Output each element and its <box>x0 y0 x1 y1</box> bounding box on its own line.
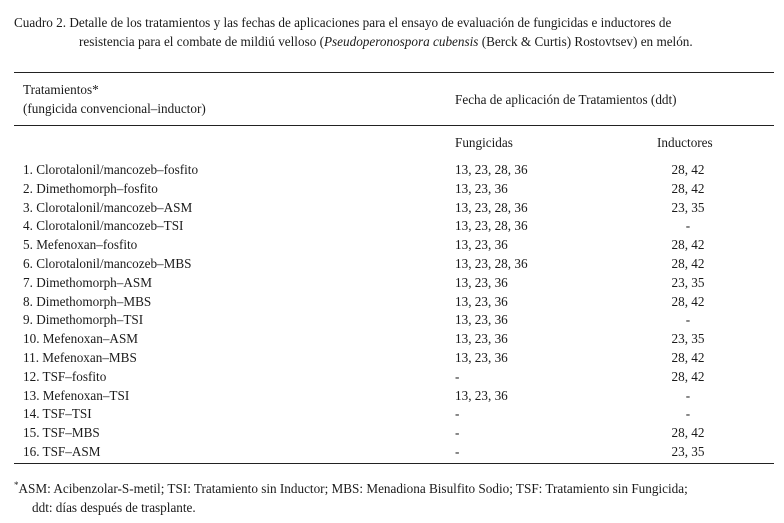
treatment-name: 1. Clorotalonil/mancozeb–fosfito <box>23 162 199 177</box>
treatment-name: 15. TSF–MBS <box>23 425 100 441</box>
inductor-dates: - <box>685 218 691 234</box>
treatment-name: 11. Mefenoxan–MBS <box>23 349 137 365</box>
table-row <box>0 311 784 330</box>
inductor-dates: 23, 35 <box>671 274 705 290</box>
header-treatments <box>23 80 206 118</box>
inductor-dates: 23, 35 <box>671 199 705 215</box>
fungicide-dates: - <box>455 368 460 384</box>
table-footnote <box>14 476 776 517</box>
table-top-rule <box>14 72 774 73</box>
treatment-name: 3. Clorotalonil/mancozeb–ASM <box>23 199 193 215</box>
caption-label: Cuadro 2. <box>14 15 67 30</box>
table-row <box>0 293 784 312</box>
treatment-name: 2. Dimethomorph–fosfito <box>23 180 158 196</box>
table-row <box>0 255 784 274</box>
inductor-dates: 23, 35 <box>671 443 705 459</box>
table-row <box>0 349 784 368</box>
table-body <box>0 161 784 462</box>
treatment-name: 8. Dimethomorph–MBS <box>23 293 152 309</box>
caption-text-line2: resistencia para el combate de mildiú velloso ( <box>79 34 324 49</box>
header-treatments-line2: (fungicida convencional–inductor) <box>23 101 206 116</box>
treatment-name: 6. Clorotalonil/mancozeb–MBS <box>23 255 192 271</box>
table-row <box>0 368 784 387</box>
treatment-name: 5. Mefenoxan–fosfito <box>23 237 138 253</box>
fungicide-dates: 13, 23, 36 <box>455 237 508 253</box>
fungicide-dates: 13, 23, 36 <box>455 349 508 365</box>
table-row <box>0 180 784 199</box>
inductor-dates: 28, 42 <box>671 162 705 177</box>
table-row <box>0 161 784 180</box>
treatment-name: 16. TSF–ASM <box>23 443 101 459</box>
fungicide-dates: 13, 23, 36 <box>455 274 508 290</box>
table-header-rule <box>14 125 774 126</box>
header-treatments-line1: Tratamientos* <box>23 82 99 97</box>
table-caption <box>14 13 776 51</box>
fungicide-dates: - <box>455 406 460 422</box>
fungicide-dates: 13, 23, 36 <box>455 387 508 403</box>
treatment-name: 10. Mefenoxan–ASM <box>23 331 139 347</box>
table-row <box>0 274 784 293</box>
fungicide-dates: - <box>455 425 460 441</box>
caption-text-line1: Detalle de los tratamientos y las fechas de aplicaciones para el ensayo de evaluación de fungicidas e inductores de <box>69 15 672 30</box>
fungicide-dates: 13, 23, 28, 36 <box>455 218 528 234</box>
inductor-dates: 28, 42 <box>671 293 705 309</box>
inductor-dates: - <box>685 387 691 403</box>
fungicide-dates: 13, 23, 28, 36 <box>455 162 528 177</box>
fungicide-dates: 13, 23, 36 <box>455 293 508 309</box>
treatment-name: 14. TSF–TSI <box>23 406 92 422</box>
caption-text-line2-end: (Berck & Curtis) Rostovtsev) en melón. <box>478 34 693 49</box>
fungicide-dates: 13, 23, 36 <box>455 331 508 347</box>
fungicide-dates: 13, 23, 36 <box>455 180 508 196</box>
fungicide-dates: 13, 23, 36 <box>455 312 508 328</box>
inductor-dates: - <box>685 406 691 422</box>
inductor-dates: - <box>685 312 691 328</box>
treatment-name: 13. Mefenoxan–TSI <box>23 387 130 403</box>
treatment-name: 9. Dimethomorph–TSI <box>23 312 144 328</box>
inductor-dates: 28, 42 <box>671 237 705 253</box>
header-inductores: Inductores <box>657 135 713 150</box>
footnote-line1: ASM: Acibenzolar-S-metil; TSI: Tratamiento sin Inductor; MBS: Menadiona Bisulfito Sodio; TSF: Tratamiento sin Fungicida; <box>18 481 688 496</box>
table-row <box>0 443 784 462</box>
treatment-name: 4. Clorotalonil/mancozeb–TSI <box>23 218 184 234</box>
inductor-dates: 28, 42 <box>671 368 705 384</box>
inductor-dates: 28, 42 <box>671 349 705 365</box>
header-fungicidas: Fungicidas <box>455 135 513 150</box>
fungicide-dates: 13, 23, 28, 36 <box>455 199 528 215</box>
table-bottom-rule <box>14 463 774 464</box>
footnote-line2: ddt: días después de trasplante. <box>32 500 196 515</box>
caption-line2 <box>14 32 776 51</box>
inductor-dates: 28, 42 <box>671 180 705 196</box>
header-application-date: Fecha de aplicación de Tratamientos (ddt) <box>455 92 677 107</box>
inductor-dates: 23, 35 <box>671 331 705 347</box>
table-row <box>0 236 784 255</box>
table-row <box>0 387 784 406</box>
treatment-name: 7. Dimethomorph–ASM <box>23 274 152 290</box>
fungicide-dates: - <box>455 443 460 459</box>
fungicide-dates: 13, 23, 28, 36 <box>455 255 528 271</box>
table-row <box>0 217 784 236</box>
inductor-dates: 28, 42 <box>671 255 705 271</box>
caption-species: Pseudoperonospora cubensis <box>323 34 479 49</box>
table-row <box>0 330 784 349</box>
table-row <box>0 424 784 443</box>
inductor-dates: 28, 42 <box>671 425 705 441</box>
table-row <box>0 199 784 218</box>
footnote-marker: * <box>14 480 19 490</box>
table-row <box>0 405 784 424</box>
treatment-name: 12. TSF–fosfito <box>23 368 107 384</box>
